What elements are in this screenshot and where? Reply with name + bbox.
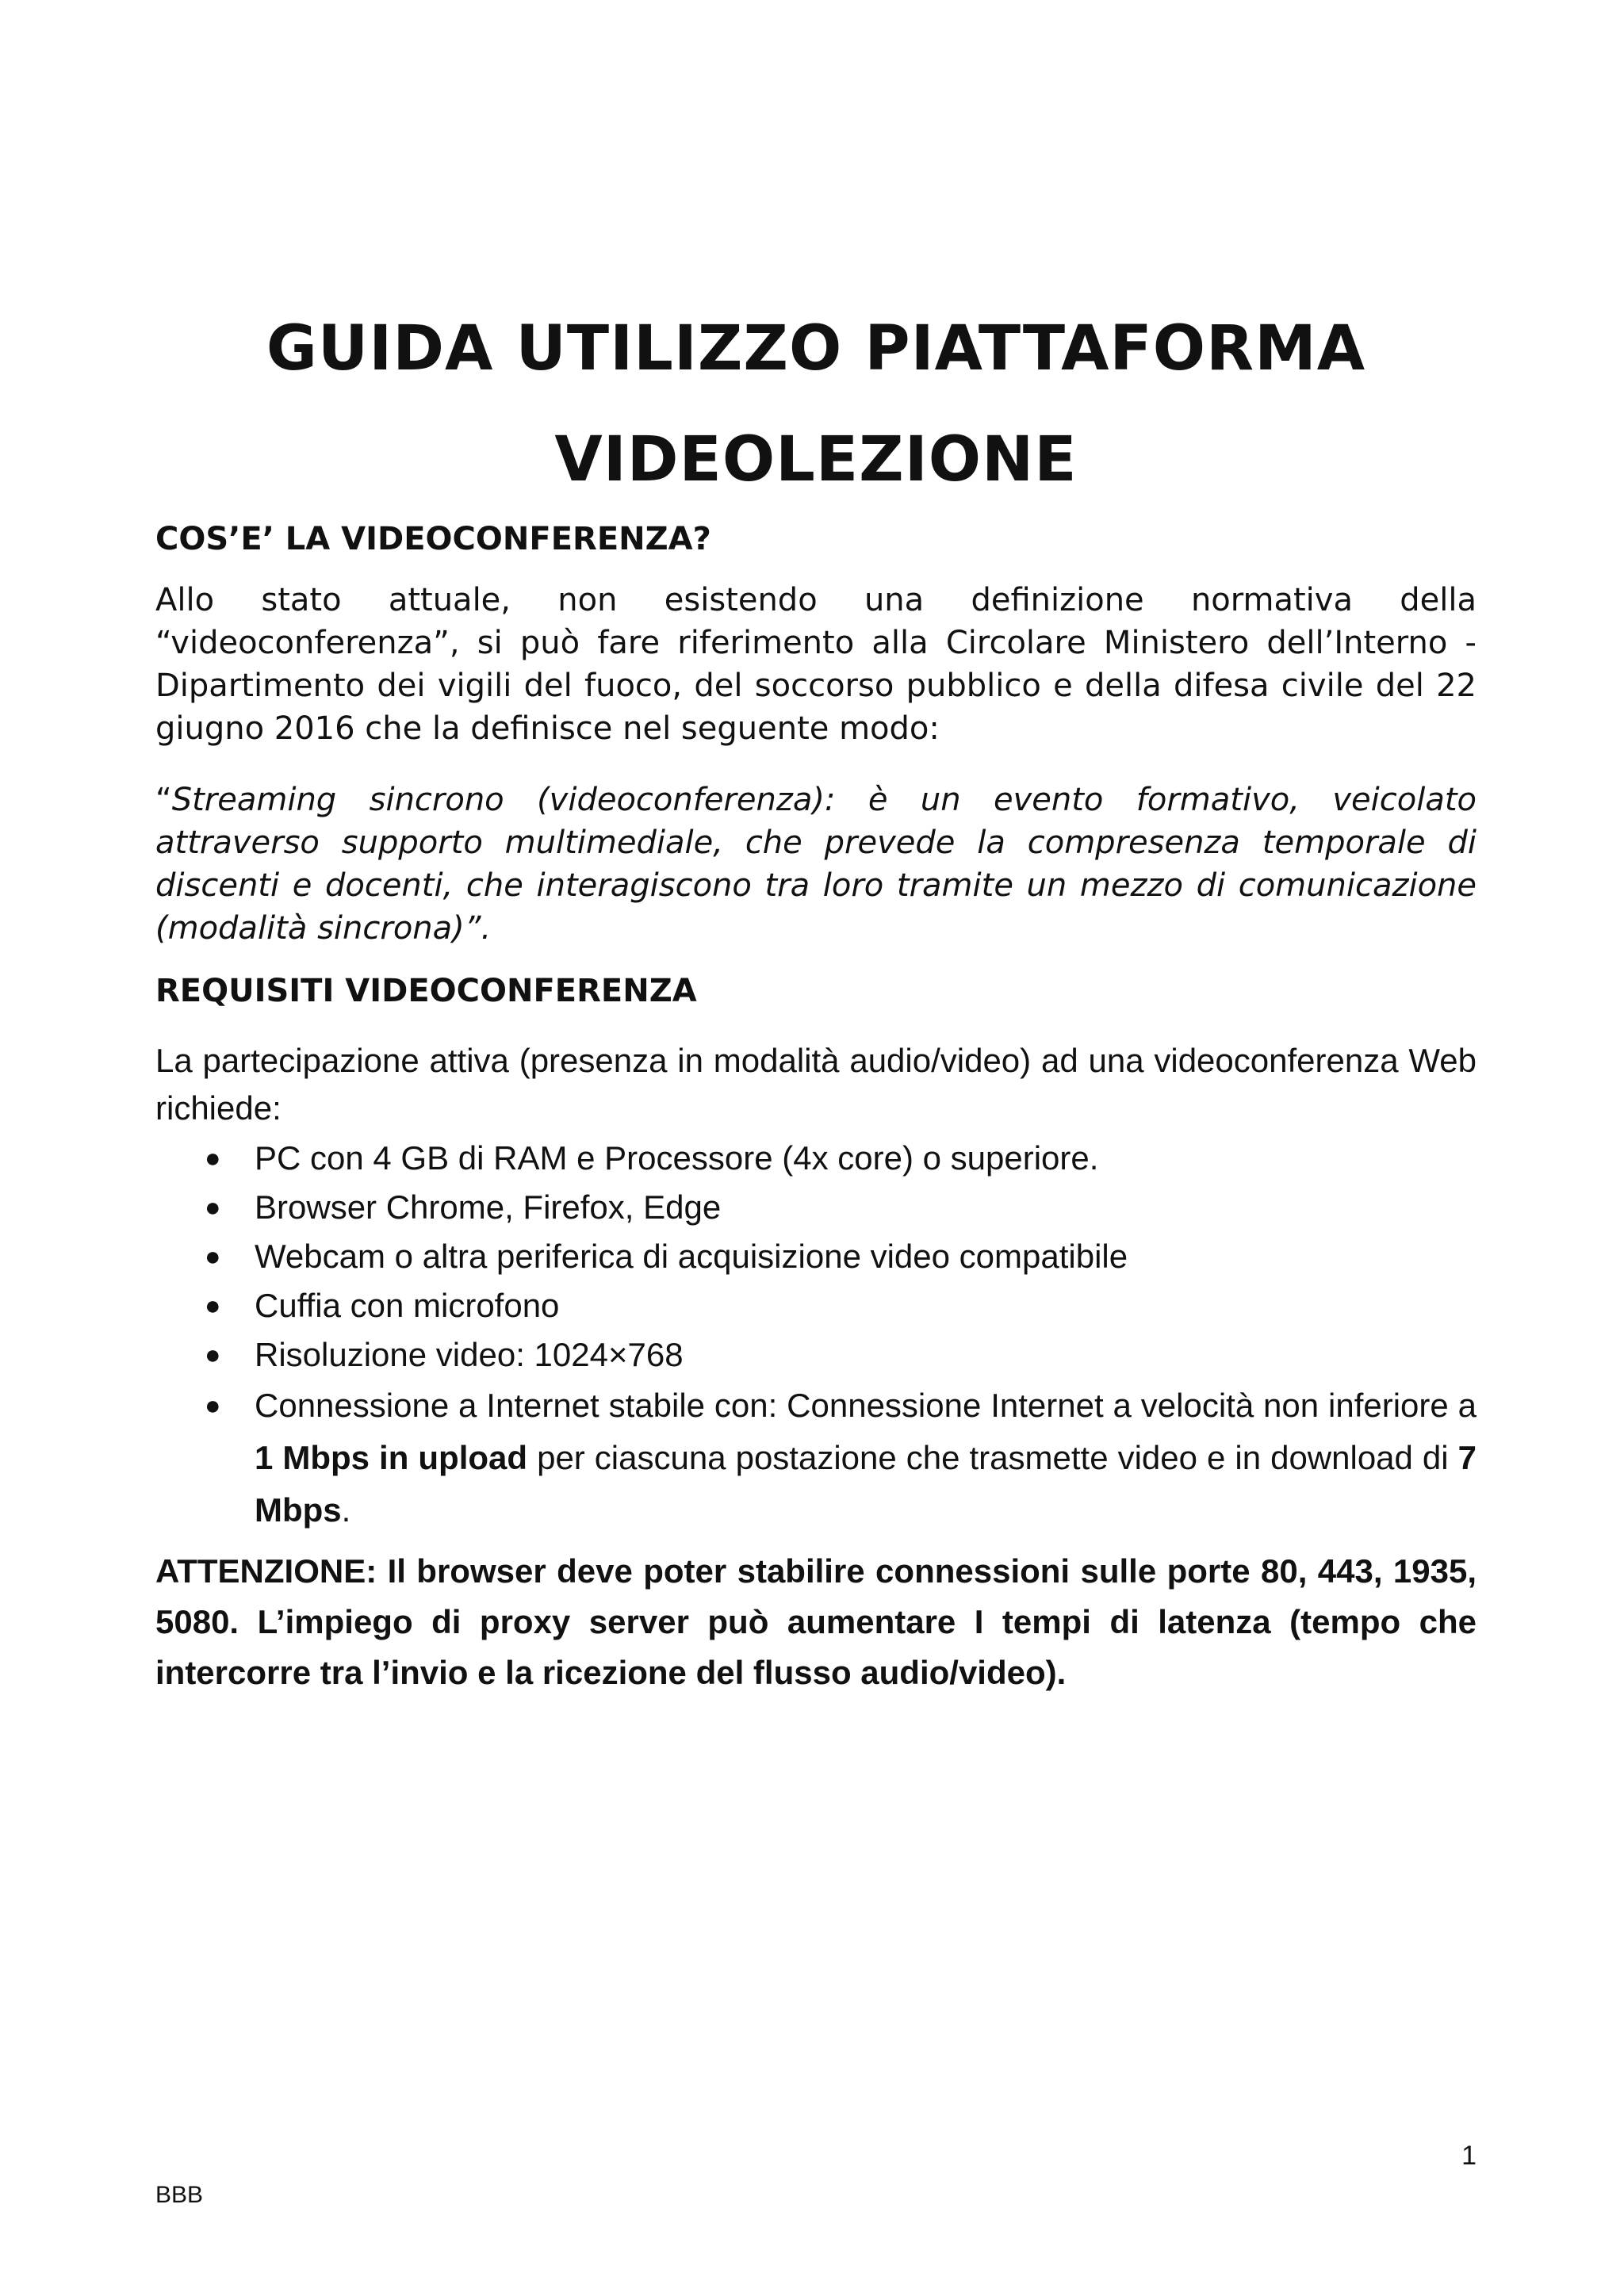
list-item-text: PC con 4 GB di RAM e Processore (4x core) o superiore. xyxy=(255,1139,1099,1177)
quote-open-mark: “ xyxy=(155,782,172,818)
page-number: 1 xyxy=(1461,2141,1477,2171)
list-item xyxy=(155,1232,1477,1281)
title-line-1: GUIDA UTILIZZO PIATTAFORMA xyxy=(266,313,1366,385)
upload-speed: 1 Mbps in upload xyxy=(255,1439,528,1476)
list-item xyxy=(155,1330,1477,1380)
section-heading-videoconferenza: COS’E’ LA VIDEOCONFERENZA? xyxy=(155,521,711,557)
connection-prefix: Connessione a Internet stabile con: Connessione Internet a velocità non inferiore a xyxy=(255,1387,1477,1424)
footer-label: BBB xyxy=(155,2182,204,2208)
list-item-text: Cuffia con microfono xyxy=(255,1287,560,1324)
connection-suffix: . xyxy=(341,1491,351,1529)
definition-paragraph: Allo stato attuale, non esistendo una definizione normativa della “videoconferenza”, si può fare riferimento alla Circolare Ministero dell’Interno - Dipartimento dei vigili del fuoco, del soccorso pubblico e della difesa civile del 22 giugno 2016 che la definisce nel seguente modo: xyxy=(155,582,1477,747)
requirements-intro: La partecipazione attiva (presenza in modalità audio/video) ad una videoconferenza Web richiede: xyxy=(155,1042,1477,1127)
list-item xyxy=(155,1183,1477,1232)
bullet-icon: ● xyxy=(205,1291,221,1321)
warning-note: ATTENZIONE: Il browser deve poter stabilire connessioni sulle porte 80, 443, 1935, 5080. L’impiego di proxy server può aumentare I tempi di latenza (tempo che intercorre tra l’invio e la ricezione del flusso audio/video). xyxy=(155,1552,1477,1691)
quote-text: Streaming sincrono (videoconferenza): è un evento formativo, veicolato attraverso supporto multimediale, che prevede la compresenza temporale di discenti e docenti, che interagiscono tra loro tramite un mezzo di comunicazione (modalità sincrona)”. xyxy=(155,782,1477,947)
section-heading-requisiti: REQUISITI VIDEOCONFERENZA xyxy=(155,973,697,1009)
bullet-icon: ● xyxy=(205,1192,221,1223)
list-item xyxy=(155,1281,1477,1330)
list-item-text: Risoluzione video: 1024×768 xyxy=(255,1336,684,1373)
list-item xyxy=(155,1134,1477,1183)
bullet-icon: ● xyxy=(205,1143,221,1173)
connection-middle: per ciascuna postazione che trasmette video e in download di xyxy=(527,1439,1458,1476)
list-item-text: Webcam o altra periferica di acquisizione video compatibile xyxy=(255,1238,1128,1275)
definition-quote xyxy=(155,779,1477,950)
list-item-text: Browser Chrome, Firefox, Edge xyxy=(255,1188,722,1226)
title-line-2: VIDEOLEZIONE xyxy=(554,424,1078,496)
bullet-icon: ● xyxy=(205,1391,221,1421)
page-title xyxy=(155,293,1477,515)
list-item-connection xyxy=(155,1380,1477,1536)
requirements-list xyxy=(155,1134,1477,1536)
download-speed: 7 Mbps xyxy=(255,1439,1477,1529)
bullet-icon: ● xyxy=(205,1242,221,1272)
bullet-icon: ● xyxy=(205,1340,221,1370)
